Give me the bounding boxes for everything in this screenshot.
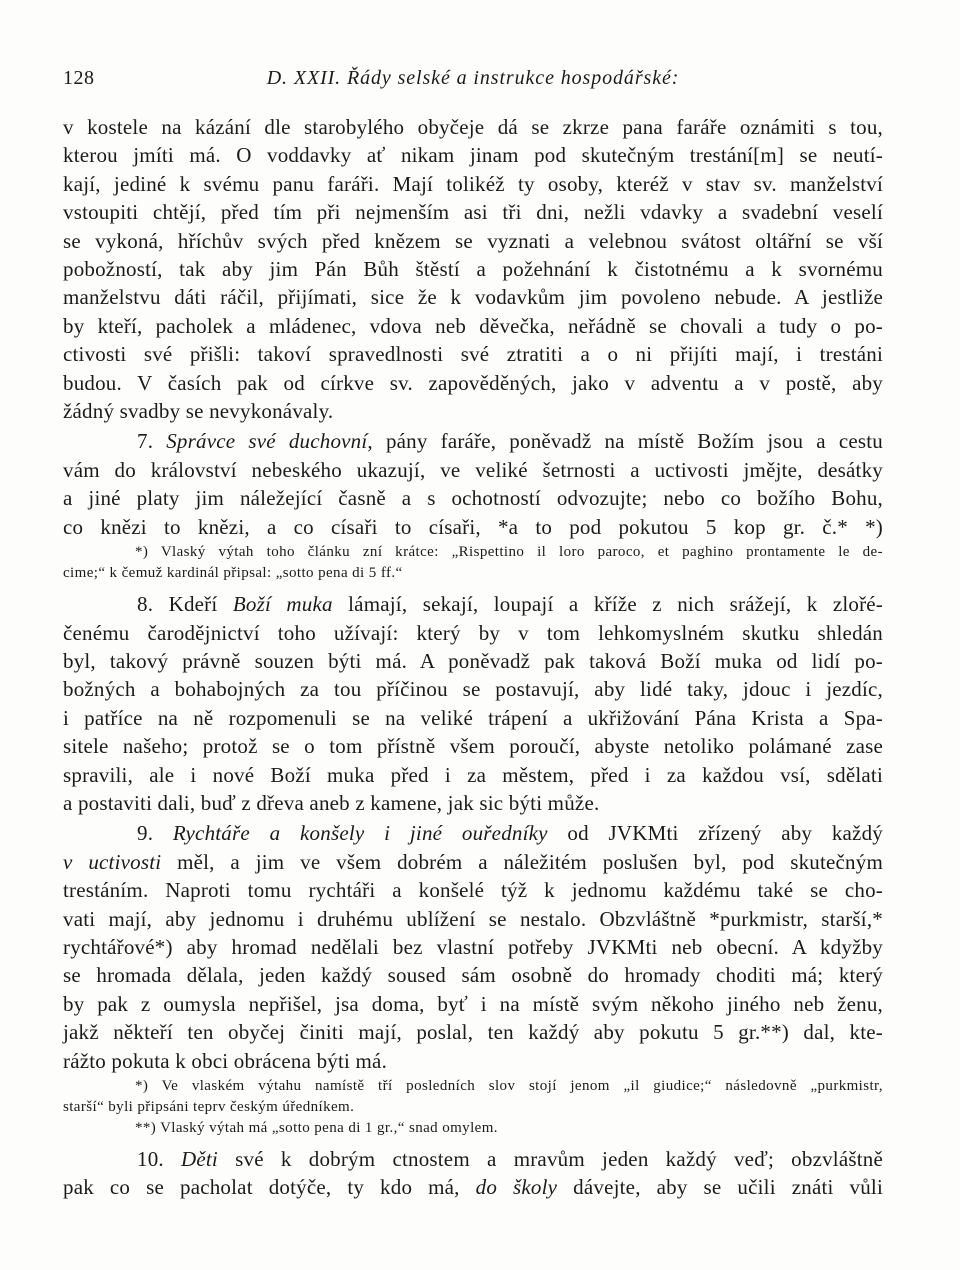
text-line — [63, 369, 883, 397]
text-line — [63, 141, 883, 169]
running-title: D. XXII. Řády selské a instrukce hospodářské: — [266, 67, 680, 89]
text-run: jakž někteří ten obyčej činiti mají, poslal, ten každý aby pokutu 5 gr.**) dal, kte- — [63, 1020, 883, 1045]
body-text — [63, 113, 883, 1202]
text-run: kterou jmíti má. O voddavky ať nikam jinam pod skutečným trestání[m] se neutí- — [63, 143, 883, 168]
text-line — [63, 732, 883, 760]
text-run: 10. — [137, 1147, 182, 1171]
text-line — [63, 1047, 883, 1075]
text-line — [63, 647, 883, 675]
text-run: v kostele na kázání dle starobylého obyčeje dá se zkrze pana faráře oznámiti s tou, — [63, 115, 883, 139]
text-line — [63, 255, 883, 283]
text-run: od JVKMti zřízený aby každý — [547, 821, 883, 846]
italic-text: Rychtáře a konšely i jiné ouředníky — [172, 821, 548, 846]
text-line — [63, 427, 883, 455]
text-line — [63, 1145, 883, 1173]
text-line — [63, 513, 883, 541]
text-run: vám do království nebeského ukazují, ve veliké šetrnosti a uctivosti jmějte, desátky — [63, 457, 883, 482]
text-run: pak co se pacholat dotýče, ty kdo má, — [63, 1175, 476, 1200]
text-line — [63, 1173, 883, 1201]
text-run: kají, jediné k svému panu faráři. Mají tolikéž ty osoby, kteréž v stav sv. manželství — [63, 171, 883, 196]
italic-text: v uctivosti — [63, 849, 162, 874]
footnote — [63, 1076, 883, 1118]
text-run: *) Ve vlaském výtahu namístě tří posledních slov stojí jenom „il giudice;“ následovně „purkmistr, — [135, 1078, 883, 1094]
text-line — [63, 819, 883, 847]
text-line — [63, 312, 883, 340]
text-line — [63, 789, 883, 817]
text-run: a postaviti dali, buď z dřeva aneb z kamene, jak sic býti může. — [63, 790, 600, 815]
text-line — [63, 761, 883, 789]
text-run: čenému čarodějnictví toho užívají: který by v tom lehkomyslném skutku shledán — [63, 620, 883, 645]
text-run: rážto pokuta k obci obrácena býti má. — [63, 1048, 388, 1073]
text-run: žádný svadby se nevykonávaly. — [63, 399, 334, 424]
text-run: vstoupiti chtějí, před tím při nejmenším asi tři dni, nežli vdavky a svadební veselí — [63, 200, 883, 225]
footnote — [63, 542, 883, 584]
text-line — [63, 704, 883, 732]
text-line — [63, 933, 883, 961]
text-line — [63, 397, 883, 425]
text-line — [63, 170, 883, 198]
italic-text: Boží muka — [232, 592, 333, 617]
text-run: dávejte, aby se učili znáti vůli — [557, 1175, 883, 1200]
paragraph — [63, 427, 883, 541]
text-run: trestáním. Naproti tomu rychtáři a konšelé týž k jednomu každému také se cho- — [63, 878, 883, 903]
text-line — [63, 563, 883, 584]
text-run: 9. — [137, 821, 173, 846]
text-line — [63, 484, 883, 512]
text-run: ctivosti své přišli: takoví spravedlnosti své ztratiti a o ni přijíti mají, i trestáni — [63, 342, 883, 367]
text-run: vati mají, aby jednomu i druhému ublížení se nestalo. Obzvláštně *purkmistr, starší,* — [63, 906, 883, 931]
text-run: se vykoná, hříchův svých před knězem se vyznati a velebnou svátost oltářní se vší — [63, 228, 883, 253]
text-line — [63, 990, 883, 1018]
italic-text: Děti — [181, 1147, 218, 1171]
text-line — [63, 675, 883, 703]
text-line — [63, 1018, 883, 1046]
text-run: rychtářové*) aby hromad nedělali bez vlastní potřeby JVKMti neb obecní. A kdyžby — [63, 934, 883, 959]
text-run: lámají, sekají, loupají a kříže z nich srážejí, k zlořé- — [332, 592, 883, 617]
text-run: 7. — [137, 429, 167, 454]
footnote — [63, 1118, 883, 1139]
text-run: se hromada dělala, jeden každý soused sám osobně do hromady choditi má; který — [63, 963, 883, 988]
text-run: **) Vlaský výtah má „sotto pena di 1 gr.,“ snad omylem. — [135, 1120, 498, 1136]
page-header — [63, 64, 883, 92]
text-line — [63, 590, 883, 618]
paragraph — [63, 819, 883, 1075]
text-run: by pak z oumysla nepřišel, jsa doma, byť i na místě svým někoho jiného neb ženu, — [63, 991, 883, 1016]
page-number: 128 — [63, 67, 95, 89]
text-run: manželstvu dáti ráčil, přijímati, sice že k vodavkům jim povoleno nebude. A jestliže — [63, 285, 883, 310]
paragraph — [63, 590, 883, 817]
text-line — [63, 1097, 883, 1118]
text-run: božných a bohabojných za tou příčinou se postavují, aby lidé taky, jdouc i jezdíc, — [63, 677, 883, 702]
text-run: 8. Kdeří — [137, 592, 233, 617]
text-line — [63, 227, 883, 255]
italic-text: Správce své duchovní — [166, 429, 368, 454]
text-line — [63, 1076, 883, 1097]
text-line — [63, 542, 883, 563]
text-line — [63, 283, 883, 311]
text-run: budou. V časích pak od církve sv. zapověděných, jako v adventu a v postě, aby — [63, 370, 883, 395]
text-run: měl, a jim ve všem dobrém a náležitém poslušen byl, pod skutečným — [161, 849, 883, 874]
paragraph — [63, 113, 883, 425]
text-line — [63, 198, 883, 226]
text-run: byl, takový právně souzen býti má. A poněvadž pak taková Boží muka od lidí po- — [63, 648, 883, 673]
text-run: cime;“ k čemuž kardinál připsal: „sotto pena di 5 ff.“ — [63, 565, 403, 582]
text-line — [63, 340, 883, 368]
text-line — [63, 113, 883, 141]
text-line — [63, 848, 883, 876]
text-run: spravili, ale i nové Boží muka před i za městem, před i za každou vsí, sdělati — [63, 762, 883, 787]
text-run: , pány faráře, poněvadž na místě Božím jsou a cestu — [367, 429, 884, 454]
italic-text: do školy — [475, 1175, 558, 1200]
text-run: a jiné platy jim náležející časně a s ochotností odvozujte; nebo co božího Bohu, — [63, 486, 883, 511]
text-run: i patříce na ně rozpomenuli se na veliké trápení a ukřižování Pána Krista a Spa- — [63, 705, 883, 730]
text-run: by kteří, pacholek a mládenec, vdova neb děvečka, neřádně se chovali a tudy o po- — [63, 313, 883, 338]
text-run: *) Vlaský výtah toho článku zní krátce: „Rispettino il loro paroco, et paghino prontamente le de- — [135, 544, 883, 561]
text-line — [63, 961, 883, 989]
text-line — [63, 619, 883, 647]
text-line — [63, 905, 883, 933]
text-line — [63, 456, 883, 484]
text-line — [63, 1118, 883, 1139]
text-run: pobožností, tak aby jim Pán Bůh štěstí a požehnání k čistotnému a k svornému — [63, 257, 883, 282]
text-line — [63, 876, 883, 904]
paragraph — [63, 1145, 883, 1202]
text-run: sitele našeho; protož se o tom přístně všem poroučí, abyste netoliko polámané zase — [63, 734, 883, 759]
text-run: co knězi to knězi, a co císaři to císaři, *a to pod pokutou 5 kop gr. č.* *) — [63, 514, 883, 539]
text-run: své k dobrým ctnostem a mravům jeden každý veď; obzvláštně — [217, 1147, 883, 1171]
text-run: starší“ byli připsáni teprv českým úředníkem. — [63, 1099, 355, 1115]
